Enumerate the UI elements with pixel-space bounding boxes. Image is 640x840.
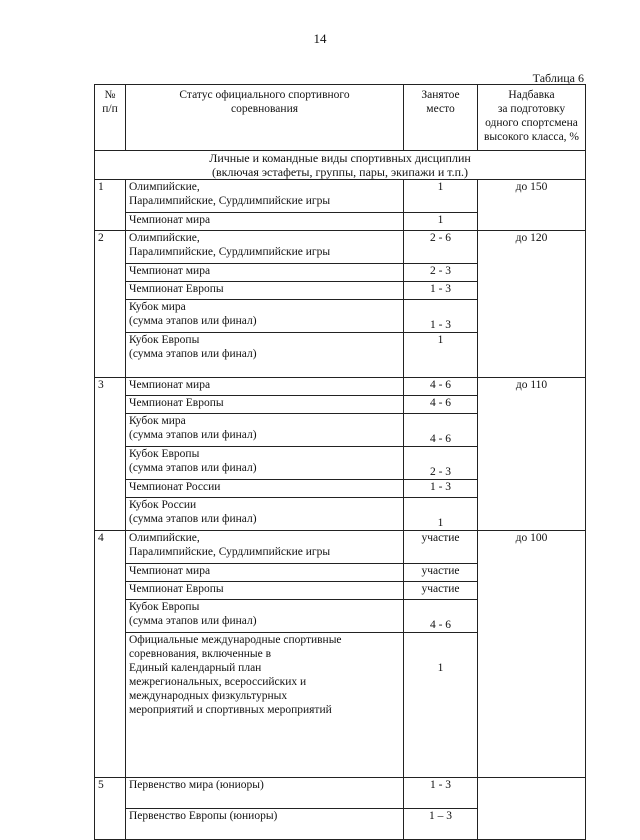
status-cell: Кубок Европы (сумма этапов или финал) [126, 447, 404, 480]
status-cell: Первенство мира (юниоры) [126, 778, 404, 809]
place-cell: участие [404, 564, 478, 582]
status-cell: Олимпийские, Паралимпийские, Сурдлимпийские игры [126, 231, 404, 264]
table-caption: Таблица 6 [532, 71, 584, 85]
place-cell: 1 [404, 633, 478, 778]
bonus-cell: до 150 [478, 180, 586, 231]
status-cell: Чемпионат мира [126, 378, 404, 396]
status-cell: Чемпионат мира [126, 564, 404, 582]
table-row [95, 531, 586, 564]
header-place: Занятое место [404, 85, 478, 151]
table-row [95, 180, 586, 213]
bonus-table [94, 84, 586, 840]
bonus-cell: до 120 [478, 231, 586, 378]
table-header-row [95, 85, 586, 151]
bonus-cell: до 110 [478, 378, 586, 531]
header-num: № п/п [95, 85, 126, 151]
header-bonus: Надбавка за подготовку одного спортсмена высокого класса, % [478, 85, 586, 151]
table-row [95, 231, 586, 264]
status-cell: Кубок России (сумма этапов или финал) [126, 498, 404, 531]
bonus-cell: до 100 [478, 531, 586, 778]
row-number: 5 [95, 778, 126, 840]
header-status: Статус официального спортивного соревнования [126, 85, 404, 151]
status-cell: Чемпионат Европы [126, 582, 404, 600]
status-cell: Чемпионат Европы [126, 282, 404, 300]
table-row [95, 778, 586, 809]
place-cell: 1 [404, 180, 478, 213]
status-cell: Кубок мира (сумма этапов или финал) [126, 414, 404, 447]
place-cell: 1 - 3 [404, 282, 478, 300]
place-cell: 4 - 6 [404, 414, 478, 447]
place-cell: 2 - 3 [404, 264, 478, 282]
row-number: 3 [95, 378, 126, 531]
status-cell: Олимпийские, Паралимпийские, Сурдлимпийские игры [126, 531, 404, 564]
place-cell: 2 - 3 [404, 447, 478, 480]
place-cell: 1 – 3 [404, 809, 478, 840]
place-cell: 4 - 6 [404, 600, 478, 633]
status-cell: Чемпионат мира [126, 264, 404, 282]
place-cell: 4 - 6 [404, 378, 478, 396]
section-title: Личные и командные виды спортивных дисциплин (включая эстафеты, группы, пары, экипажи и т.п.) [95, 151, 586, 180]
place-cell: участие [404, 582, 478, 600]
table-row [95, 378, 586, 396]
place-cell: 1 - 3 [404, 778, 478, 809]
place-cell: 1 [404, 498, 478, 531]
row-number: 4 [95, 531, 126, 778]
status-cell: Кубок Европы (сумма этапов или финал) [126, 333, 404, 378]
row-number: 1 [95, 180, 126, 231]
place-cell: 2 - 6 [404, 231, 478, 264]
status-cell: Кубок мира (сумма этапов или финал) [126, 300, 404, 333]
row-number: 2 [95, 231, 126, 378]
section-title-row [95, 151, 586, 180]
status-cell: Олимпийские, Паралимпийские, Сурдлимпийские игры [126, 180, 404, 213]
place-cell: 1 - 3 [404, 300, 478, 333]
status-cell: Чемпионат России [126, 480, 404, 498]
status-cell: Официальные международные спортивные соревнования, включенные в Единый календарный план межрегиональных, всероссийских и международных физкультурных мероприятий и спортивных мероприятий [126, 633, 404, 778]
place-cell: 1 [404, 213, 478, 231]
status-cell: Кубок Европы (сумма этапов или финал) [126, 600, 404, 633]
place-cell: участие [404, 531, 478, 564]
place-cell: 4 - 6 [404, 396, 478, 414]
status-cell: Чемпионат мира [126, 213, 404, 231]
bonus-cell [478, 778, 586, 840]
page-number: 14 [313, 31, 327, 46]
place-cell: 1 [404, 333, 478, 378]
status-cell: Первенство Европы (юниоры) [126, 809, 404, 840]
status-cell: Чемпионат Европы [126, 396, 404, 414]
place-cell: 1 - 3 [404, 480, 478, 498]
